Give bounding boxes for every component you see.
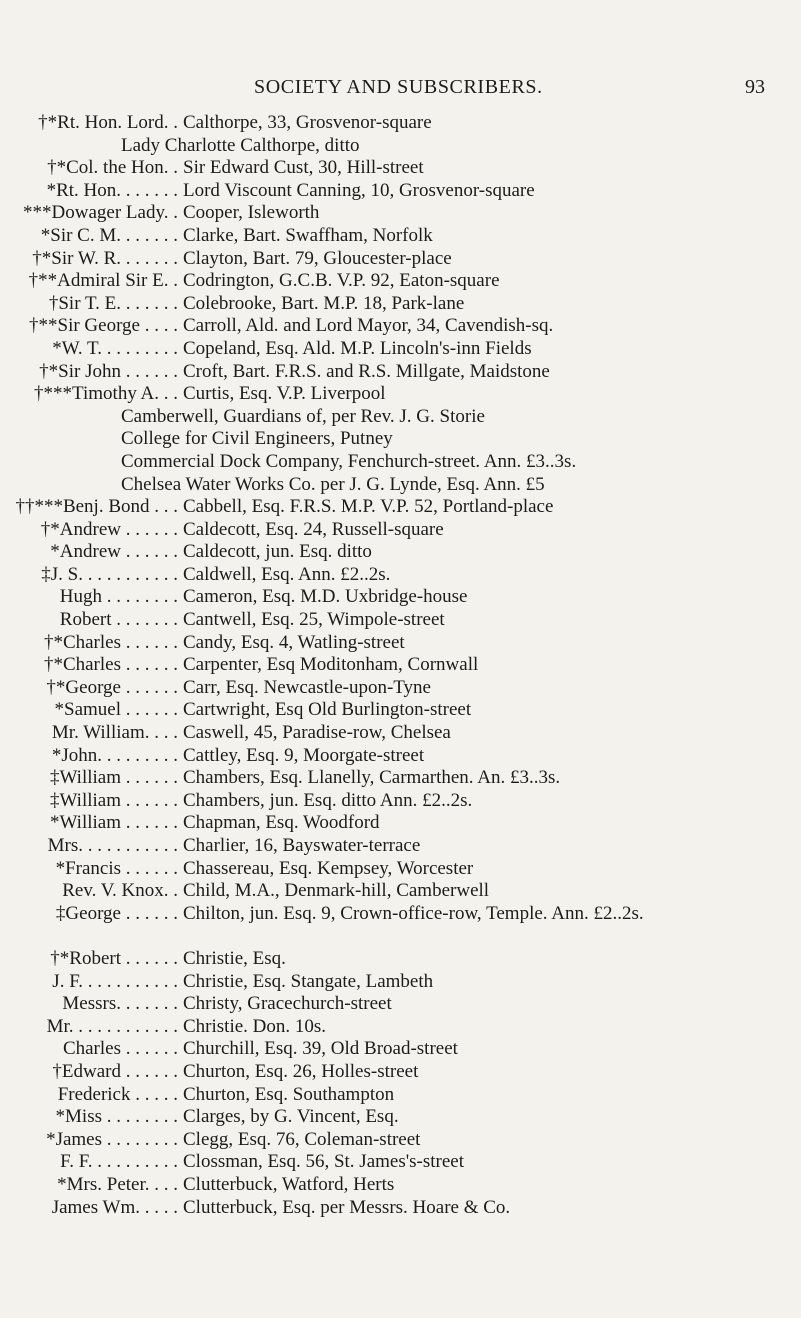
subscriber-entry	[0, 202, 801, 225]
subscriber-entry	[0, 1061, 801, 1084]
entry-detail: Churchill, Esq. 39, Old Broad-street	[183, 1038, 458, 1060]
subscriber-entry	[0, 406, 801, 429]
entry-name: Frederick . . . . .	[57, 1083, 178, 1105]
entry-detail: Carpenter, Esq Moditonham, Cornwall	[183, 654, 479, 676]
entry-name: Mr. . . . . . . . . . . .	[46, 1015, 178, 1037]
entry-detail: Caswell, 45, Paradise-row, Chelsea	[183, 722, 451, 744]
entry-detail: Cameron, Esq. M.D. Uxbridge-house	[183, 586, 468, 608]
subscriber-entry	[0, 858, 801, 881]
subscriber-entry	[0, 745, 801, 768]
entry-detail: Chambers, jun. Esq. ditto Ann. £2..2s.	[183, 789, 473, 811]
entry-name: *W. T. . . . . . . . .	[52, 337, 178, 359]
subscriber-entry	[0, 609, 801, 632]
entry-detail: Copeland, Esq. Ald. M.P. Lincoln's-inn Fields	[183, 337, 532, 359]
subscriber-entry	[0, 541, 801, 564]
subscriber-entry	[0, 361, 801, 384]
entry-detail: Caldwell, Esq. Ann. £2..2s.	[183, 563, 391, 585]
subscriber-entry	[0, 1038, 801, 1061]
entry-name: F. F. . . . . . . . . .	[60, 1151, 178, 1173]
entry-name: ‡J. S. . . . . . . . . . .	[41, 563, 178, 585]
entry-detail: Cartwright, Esq Old Burlington-street	[183, 699, 472, 721]
entry-name: *Miss . . . . . . . .	[55, 1106, 178, 1128]
running-head: SOCIETY AND SUBSCRIBERS.	[254, 76, 543, 98]
subscriber-entry	[0, 1197, 801, 1220]
entry-detail: Clutterbuck, Esq. per Messrs. Hoare & Co.	[183, 1196, 511, 1218]
entry-detail: Churton, Esq. Southampton	[183, 1083, 395, 1105]
entry-detail: Christie, Esq.	[183, 947, 286, 969]
subscriber-entry	[0, 338, 801, 361]
subscriber-entry	[0, 383, 801, 406]
entry-name: †*Andrew . . . . . .	[40, 518, 178, 540]
subscriber-entry	[0, 722, 801, 745]
page-header	[0, 76, 801, 106]
entry-detail: Clegg, Esq. 76, Coleman-street	[183, 1128, 421, 1150]
entry-detail: Clarges, by G. Vincent, Esq.	[183, 1106, 399, 1128]
entry-name: *James . . . . . . . .	[46, 1128, 178, 1150]
entry-detail: Colebrooke, Bart. M.P. 18, Park-lane	[183, 292, 465, 314]
entry-name: ‡William . . . . . .	[50, 767, 178, 789]
entry-detail: Candy, Esq. 4, Watling-street	[183, 631, 405, 653]
entry-name: ***Dowager Lady. .	[23, 202, 178, 224]
subscriber-entry	[0, 677, 801, 700]
entry-detail: Cattley, Esq. 9, Moorgate-street	[183, 744, 425, 766]
entry-name: †***Timothy A. . .	[34, 383, 178, 405]
subscriber-entry	[0, 1106, 801, 1129]
entry-detail: Clossman, Esq. 56, St. James's-street	[183, 1151, 465, 1173]
entry-name: *William . . . . . .	[50, 812, 178, 834]
entry-name: *Rt. Hon. . . . . . .	[46, 179, 178, 201]
entry-name: †*Robert . . . . . .	[50, 947, 178, 969]
subscriber-entry	[0, 451, 801, 474]
subscriber-entry	[0, 293, 801, 316]
entry-line: College for Civil Engineers, Putney	[121, 428, 393, 450]
entry-detail: Lord Viscount Canning, 10, Grosvenor-square	[183, 179, 535, 201]
entry-name: †*George . . . . . .	[46, 676, 178, 698]
subscriber-entry	[0, 767, 801, 790]
entry-name: †*Charles . . . . . .	[43, 631, 178, 653]
entry-detail: Chilton, jun. Esq. 9, Crown-office-row, Temple. Ann. £2..2s.	[183, 902, 644, 924]
subscriber-entry	[0, 519, 801, 542]
entry-name: *Sir C. M. . . . . . .	[40, 224, 178, 246]
entry-name: ††***Benj. Bond . . .	[15, 496, 178, 518]
subscriber-entry	[0, 835, 801, 858]
entry-name: †*Rt. Hon. Lord. .	[38, 112, 178, 133]
entry-name: J. F. . . . . . . . . . .	[52, 970, 178, 992]
subscriber-entry	[0, 270, 801, 293]
entry-detail: Codrington, G.C.B. V.P. 92, Eaton-square	[183, 270, 500, 292]
entry-detail: Christie. Don. 10s.	[183, 1015, 327, 1037]
entry-name: *John. . . . . . . . .	[51, 744, 178, 766]
entry-detail: Clarke, Bart. Swaffham, Norfolk	[183, 224, 433, 246]
entry-detail: Chapman, Esq. Woodford	[183, 812, 380, 834]
entry-detail: Chassereau, Esq. Kempsey, Worcester	[183, 857, 474, 879]
entry-detail: Clutterbuck, Watford, Herts	[183, 1173, 395, 1195]
entry-name: †**Admiral Sir E. .	[28, 270, 178, 292]
subscriber-entry	[0, 812, 801, 835]
entry-detail: Croft, Bart. F.R.S. and R.S. Millgate, Maidstone	[183, 360, 550, 382]
entry-name: Robert . . . . . . .	[59, 609, 178, 631]
entry-name: *Samuel . . . . . .	[54, 699, 178, 721]
entry-detail: Clayton, Bart. 79, Gloucester-place	[183, 247, 452, 269]
subscriber-entry	[0, 157, 801, 180]
entry-detail: Curtis, Esq. V.P. Liverpool	[183, 383, 386, 405]
subscriber-entry	[0, 790, 801, 813]
subscriber-entry	[0, 496, 801, 519]
subscriber-entry	[0, 1016, 801, 1039]
entry-name: †*Sir W. R. . . . . . .	[32, 247, 178, 269]
entry-name: †*Col. the Hon. .	[47, 157, 178, 179]
subscriber-entry	[0, 1084, 801, 1107]
subscriber-entry	[0, 586, 801, 609]
entry-name: *Andrew . . . . . .	[50, 541, 178, 563]
entry-detail: Chambers, Esq. Llanelly, Carmarthen. An. £3..3s.	[183, 767, 561, 789]
entry-name: Charles . . . . . .	[62, 1038, 178, 1060]
entry-detail: Child, M.A., Denmark-hill, Camberwell	[183, 880, 490, 902]
subscriber-entry	[0, 948, 801, 971]
entry-name: Hugh . . . . . . . .	[59, 586, 178, 608]
entry-detail: Cabbell, Esq. F.R.S. M.P. V.P. 52, Portland-place	[183, 496, 554, 518]
subscriber-entry	[0, 112, 801, 135]
entry-detail: Cantwell, Esq. 25, Wimpole-street	[183, 609, 445, 631]
subscriber-entry	[0, 135, 801, 158]
entry-name: James Wm. . . . .	[51, 1196, 178, 1218]
entry-detail: Christie, Esq. Stangate, Lambeth	[183, 970, 434, 992]
entry-name: Mrs. . . . . . . . . . .	[47, 835, 178, 856]
entry-detail: Cooper, Isleworth	[183, 202, 320, 224]
entry-name: ‡William . . . . . .	[50, 789, 178, 811]
subscriber-entry	[0, 654, 801, 677]
subscriber-entry	[0, 903, 801, 948]
subscriber-entry	[0, 1129, 801, 1152]
subscriber-entry	[0, 248, 801, 271]
entry-detail: Caldecott, Esq. 24, Russell-square	[183, 518, 444, 540]
entry-detail: Sir Edward Cust, 30, Hill-street	[183, 157, 424, 179]
entry-line: Chelsea Water Works Co. per J. G. Lynde, Esq. Ann. £5	[121, 473, 545, 495]
entry-name: Mr. William. . . .	[51, 722, 178, 744]
entry-line: Commercial Dock Company, Fenchurch-street. Ann. £3..3s.	[121, 450, 577, 472]
entry-name: †Edward . . . . . .	[52, 1060, 178, 1082]
entry-name: *Mrs. Peter. . . .	[57, 1173, 178, 1195]
entry-detail: Carroll, Ald. and Lord Mayor, 34, Cavendish-sq.	[183, 315, 554, 337]
entry-detail: Charlier, 16, Bayswater-terrace	[183, 835, 421, 856]
subscriber-entry	[0, 699, 801, 722]
entry-detail: Calthorpe, 33, Grosvenor-square	[183, 112, 432, 133]
entry-name: †**Sir George . . . .	[29, 315, 178, 337]
page-number: 93	[745, 76, 765, 98]
entry-name: *Francis . . . . . .	[55, 857, 178, 879]
subscriber-entry	[0, 564, 801, 587]
entry-name: †Sir T. E. . . . . . .	[48, 292, 178, 314]
entry-name: †*Sir John . . . . . .	[39, 360, 178, 382]
subscriber-entry	[0, 474, 801, 497]
entry-line: Lady Charlotte Calthorpe, ditto	[121, 134, 360, 156]
subscriber-entry	[0, 880, 801, 903]
subscriber-entry	[0, 1151, 801, 1174]
subscriber-entry	[0, 428, 801, 451]
entry-name: †*Charles . . . . . .	[43, 654, 178, 676]
entry-name: ‡George . . . . . .	[55, 902, 178, 924]
entry-detail: Carr, Esq. Newcastle-upon-Tyne	[183, 676, 431, 698]
subscriber-entry	[0, 993, 801, 1016]
entry-name: Messrs. . . . . . .	[62, 993, 178, 1015]
entry-line: Camberwell, Guardians of, per Rev. J. G. Storie	[121, 405, 485, 427]
subscriber-entry	[0, 632, 801, 655]
subscriber-entry	[0, 180, 801, 203]
subscriber-entry	[0, 315, 801, 338]
subscriber-list	[0, 112, 801, 1219]
entry-detail: Christy, Gracechurch-street	[183, 993, 392, 1015]
entry-detail: Churton, Esq. 26, Holles-street	[183, 1060, 419, 1082]
subscriber-entry	[0, 225, 801, 248]
subscriber-entry	[0, 971, 801, 994]
entry-name: Rev. V. Knox. .	[62, 880, 178, 902]
subscriber-entry	[0, 1174, 801, 1197]
entry-detail: Caldecott, jun. Esq. ditto	[183, 541, 372, 563]
